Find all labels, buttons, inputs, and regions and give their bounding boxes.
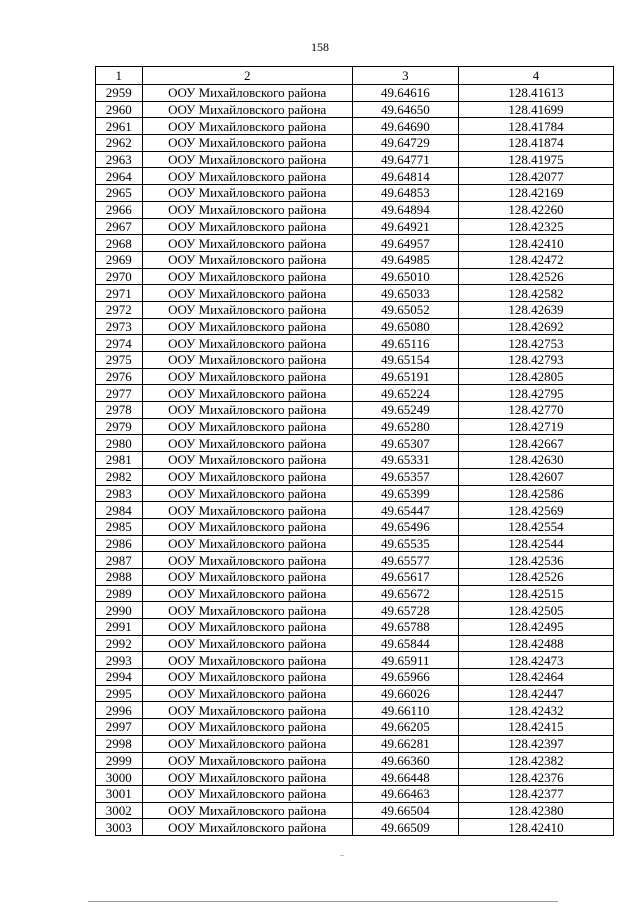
cell-longitude: 128.41874 bbox=[459, 135, 614, 152]
cell-longitude: 128.42554 bbox=[459, 518, 614, 535]
cell-name: ООУ Михайловского района bbox=[142, 201, 352, 218]
cell-longitude: 128.42464 bbox=[459, 669, 614, 686]
table-row bbox=[96, 769, 614, 786]
cell-longitude: 128.42380 bbox=[459, 802, 614, 819]
table-row bbox=[96, 85, 614, 102]
table-row bbox=[96, 602, 614, 619]
cell-longitude: 128.42397 bbox=[459, 735, 614, 752]
cell-longitude: 128.42526 bbox=[459, 568, 614, 585]
table-row bbox=[96, 535, 614, 552]
table-row bbox=[96, 685, 614, 702]
cell-latitude: 49.64985 bbox=[352, 251, 458, 268]
cell-latitude: 49.65911 bbox=[352, 652, 458, 669]
cell-latitude: 49.64650 bbox=[352, 101, 458, 118]
cell-name: ООУ Михайловского района bbox=[142, 769, 352, 786]
cell-name: ООУ Михайловского района bbox=[142, 268, 352, 285]
cell-longitude: 128.42544 bbox=[459, 535, 614, 552]
cell-longitude: 128.42515 bbox=[459, 585, 614, 602]
table-row bbox=[96, 802, 614, 819]
table-row bbox=[96, 452, 614, 469]
cell-latitude: 49.65116 bbox=[352, 335, 458, 352]
table-row bbox=[96, 518, 614, 535]
cell-name: ООУ Михайловского района bbox=[142, 118, 352, 135]
cell-number: 2996 bbox=[96, 702, 143, 719]
cell-number: 2964 bbox=[96, 168, 143, 185]
table-row bbox=[96, 385, 614, 402]
cell-name: ООУ Михайловского района bbox=[142, 452, 352, 469]
table-row bbox=[96, 719, 614, 736]
cell-number: 2970 bbox=[96, 268, 143, 285]
cell-name: ООУ Михайловского района bbox=[142, 435, 352, 452]
page-number: 158 bbox=[311, 40, 329, 54]
table-row bbox=[96, 752, 614, 769]
cell-name: ООУ Михайловского района bbox=[142, 101, 352, 118]
cell-name: ООУ Михайловского района bbox=[142, 602, 352, 619]
cell-number: 2997 bbox=[96, 719, 143, 736]
cell-longitude: 128.42719 bbox=[459, 418, 614, 435]
cell-name: ООУ Михайловского района bbox=[142, 168, 352, 185]
table-row bbox=[96, 285, 614, 302]
cell-number: 2998 bbox=[96, 735, 143, 752]
cell-number: 2975 bbox=[96, 352, 143, 369]
cell-longitude: 128.42805 bbox=[459, 368, 614, 385]
column-header-name: 2 bbox=[142, 67, 352, 85]
cell-name: ООУ Михайловского района bbox=[142, 518, 352, 535]
cell-name: ООУ Михайловского района bbox=[142, 135, 352, 152]
cell-name: ООУ Михайловского района bbox=[142, 285, 352, 302]
cell-name: ООУ Михайловского района bbox=[142, 652, 352, 669]
cell-number: 2971 bbox=[96, 285, 143, 302]
cell-longitude: 128.42753 bbox=[459, 335, 614, 352]
cell-name: ООУ Михайловского района bbox=[142, 85, 352, 102]
cell-latitude: 49.65154 bbox=[352, 352, 458, 369]
cell-latitude: 49.65010 bbox=[352, 268, 458, 285]
cell-latitude: 49.65280 bbox=[352, 418, 458, 435]
cell-longitude: 128.41699 bbox=[459, 101, 614, 118]
cell-name: ООУ Михайловского района bbox=[142, 385, 352, 402]
cell-latitude: 49.65496 bbox=[352, 518, 458, 535]
cell-number: 2990 bbox=[96, 602, 143, 619]
cell-latitude: 49.66448 bbox=[352, 769, 458, 786]
table-row bbox=[96, 735, 614, 752]
cell-latitude: 49.64921 bbox=[352, 218, 458, 235]
page-bottom-edge bbox=[88, 901, 558, 902]
cell-number: 2986 bbox=[96, 535, 143, 552]
cell-latitude: 49.65399 bbox=[352, 485, 458, 502]
cell-number: 2989 bbox=[96, 585, 143, 602]
cell-longitude: 128.42410 bbox=[459, 235, 614, 252]
cell-name: ООУ Михайловского района bbox=[142, 585, 352, 602]
cell-longitude: 128.42410 bbox=[459, 819, 614, 836]
cell-longitude: 128.42639 bbox=[459, 301, 614, 318]
cell-latitude: 49.65617 bbox=[352, 568, 458, 585]
cell-name: ООУ Михайловского района bbox=[142, 568, 352, 585]
cell-latitude: 49.66110 bbox=[352, 702, 458, 719]
cell-name: ООУ Михайловского района bbox=[142, 685, 352, 702]
cell-longitude: 128.42795 bbox=[459, 385, 614, 402]
cell-longitude: 128.41784 bbox=[459, 118, 614, 135]
cell-longitude: 128.42495 bbox=[459, 619, 614, 636]
cell-longitude: 128.42770 bbox=[459, 402, 614, 419]
cell-number: 2992 bbox=[96, 635, 143, 652]
cell-longitude: 128.42260 bbox=[459, 201, 614, 218]
table-row bbox=[96, 568, 614, 585]
cell-name: ООУ Михайловского района bbox=[142, 669, 352, 686]
table-row bbox=[96, 585, 614, 602]
cell-longitude: 128.42382 bbox=[459, 752, 614, 769]
table-row bbox=[96, 352, 614, 369]
cell-number: 2980 bbox=[96, 435, 143, 452]
cell-latitude: 49.66360 bbox=[352, 752, 458, 769]
cell-latitude: 49.65357 bbox=[352, 468, 458, 485]
cell-latitude: 49.66205 bbox=[352, 719, 458, 736]
cell-latitude: 49.65033 bbox=[352, 285, 458, 302]
cell-number: 2999 bbox=[96, 752, 143, 769]
cell-name: ООУ Михайловского района bbox=[142, 318, 352, 335]
cell-number: 2985 bbox=[96, 518, 143, 535]
cell-longitude: 128.42505 bbox=[459, 602, 614, 619]
cell-name: ООУ Михайловского района bbox=[142, 635, 352, 652]
table-row bbox=[96, 502, 614, 519]
table-row bbox=[96, 235, 614, 252]
cell-name: ООУ Михайловского района bbox=[142, 301, 352, 318]
coordinates-table bbox=[95, 66, 614, 836]
table-row bbox=[96, 552, 614, 569]
cell-number: 2988 bbox=[96, 568, 143, 585]
table-row bbox=[96, 785, 614, 802]
cell-number: 2995 bbox=[96, 685, 143, 702]
cell-number: 2991 bbox=[96, 619, 143, 636]
cell-latitude: 49.65191 bbox=[352, 368, 458, 385]
cell-number: 2961 bbox=[96, 118, 143, 135]
cell-name: ООУ Михайловского района bbox=[142, 619, 352, 636]
cell-name: ООУ Михайловского района bbox=[142, 719, 352, 736]
table-row bbox=[96, 635, 614, 652]
column-header-number: 1 bbox=[96, 67, 143, 85]
cell-name: ООУ Михайловского района bbox=[142, 151, 352, 168]
cell-number: 3000 bbox=[96, 769, 143, 786]
cell-name: ООУ Михайловского района bbox=[142, 785, 352, 802]
table-row bbox=[96, 418, 614, 435]
table-row bbox=[96, 619, 614, 636]
cell-number: 2967 bbox=[96, 218, 143, 235]
cell-number: 2960 bbox=[96, 101, 143, 118]
table-row bbox=[96, 101, 614, 118]
cell-longitude: 128.42569 bbox=[459, 502, 614, 519]
table-row bbox=[96, 118, 614, 135]
cell-latitude: 49.64729 bbox=[352, 135, 458, 152]
table-row bbox=[96, 318, 614, 335]
cell-number: 2974 bbox=[96, 335, 143, 352]
cell-number: 2983 bbox=[96, 485, 143, 502]
cell-longitude: 128.42169 bbox=[459, 185, 614, 202]
cell-longitude: 128.42526 bbox=[459, 268, 614, 285]
cell-latitude: 49.64853 bbox=[352, 185, 458, 202]
cell-latitude: 49.65672 bbox=[352, 585, 458, 602]
cell-latitude: 49.65224 bbox=[352, 385, 458, 402]
cell-name: ООУ Михайловского района bbox=[142, 819, 352, 836]
column-header-longitude: 4 bbox=[459, 67, 614, 85]
cell-number: 2972 bbox=[96, 301, 143, 318]
cell-longitude: 128.42376 bbox=[459, 769, 614, 786]
table-row bbox=[96, 485, 614, 502]
cell-latitude: 49.65080 bbox=[352, 318, 458, 335]
cell-longitude: 128.42473 bbox=[459, 652, 614, 669]
table-row bbox=[96, 402, 614, 419]
cell-number: 2966 bbox=[96, 201, 143, 218]
table-row bbox=[96, 301, 614, 318]
cell-name: ООУ Михайловского района bbox=[142, 368, 352, 385]
cell-longitude: 128.41975 bbox=[459, 151, 614, 168]
table-row bbox=[96, 251, 614, 268]
cell-number: 2977 bbox=[96, 385, 143, 402]
table-row bbox=[96, 335, 614, 352]
cell-name: ООУ Михайловского района bbox=[142, 418, 352, 435]
cell-number: 2993 bbox=[96, 652, 143, 669]
cell-latitude: 49.65331 bbox=[352, 452, 458, 469]
cell-latitude: 49.66509 bbox=[352, 819, 458, 836]
table-row bbox=[96, 185, 614, 202]
cell-latitude: 49.64771 bbox=[352, 151, 458, 168]
table-body bbox=[96, 85, 614, 836]
cell-longitude: 128.42630 bbox=[459, 452, 614, 469]
cell-name: ООУ Михайловского района bbox=[142, 218, 352, 235]
table-row bbox=[96, 368, 614, 385]
table-row bbox=[96, 168, 614, 185]
cell-longitude: 128.42377 bbox=[459, 785, 614, 802]
cell-longitude: 128.42432 bbox=[459, 702, 614, 719]
cell-longitude: 128.42447 bbox=[459, 685, 614, 702]
cell-number: 2962 bbox=[96, 135, 143, 152]
table-row bbox=[96, 819, 614, 836]
table-row bbox=[96, 268, 614, 285]
cell-longitude: 128.42472 bbox=[459, 251, 614, 268]
cell-latitude: 49.65447 bbox=[352, 502, 458, 519]
cell-name: ООУ Михайловского района bbox=[142, 552, 352, 569]
cell-number: 2969 bbox=[96, 251, 143, 268]
cell-latitude: 49.65307 bbox=[352, 435, 458, 452]
cell-longitude: 128.42582 bbox=[459, 285, 614, 302]
cell-latitude: 49.64957 bbox=[352, 235, 458, 252]
cell-longitude: 128.42586 bbox=[459, 485, 614, 502]
cell-latitude: 49.66026 bbox=[352, 685, 458, 702]
cell-latitude: 49.66281 bbox=[352, 735, 458, 752]
cell-latitude: 49.66463 bbox=[352, 785, 458, 802]
cell-longitude: 128.42077 bbox=[459, 168, 614, 185]
cell-name: ООУ Михайловского района bbox=[142, 251, 352, 268]
cell-number: 2978 bbox=[96, 402, 143, 419]
cell-name: ООУ Михайловского района bbox=[142, 702, 352, 719]
cell-latitude: 49.65788 bbox=[352, 619, 458, 636]
cell-number: 2979 bbox=[96, 418, 143, 435]
cell-number: 3001 bbox=[96, 785, 143, 802]
table-row bbox=[96, 201, 614, 218]
cell-number: 2973 bbox=[96, 318, 143, 335]
cell-longitude: 128.42536 bbox=[459, 552, 614, 569]
cell-number: 2968 bbox=[96, 235, 143, 252]
cell-number: 2965 bbox=[96, 185, 143, 202]
column-header-latitude: 3 bbox=[352, 67, 458, 85]
cell-latitude: 49.65966 bbox=[352, 669, 458, 686]
cell-longitude: 128.42488 bbox=[459, 635, 614, 652]
table-row bbox=[96, 135, 614, 152]
cell-name: ООУ Михайловского района bbox=[142, 335, 352, 352]
cell-name: ООУ Михайловского района bbox=[142, 735, 352, 752]
table-row bbox=[96, 218, 614, 235]
cell-latitude: 49.65535 bbox=[352, 535, 458, 552]
cell-name: ООУ Михайловского района bbox=[142, 485, 352, 502]
cell-latitude: 49.64690 bbox=[352, 118, 458, 135]
cell-latitude: 49.65249 bbox=[352, 402, 458, 419]
table-row bbox=[96, 468, 614, 485]
table-row bbox=[96, 652, 614, 669]
cell-number: 3003 bbox=[96, 819, 143, 836]
cell-name: ООУ Михайловского района bbox=[142, 185, 352, 202]
cell-name: ООУ Михайловского района bbox=[142, 802, 352, 819]
table-row bbox=[96, 702, 614, 719]
scan-mark bbox=[340, 855, 344, 856]
cell-name: ООУ Михайловского района bbox=[142, 752, 352, 769]
cell-latitude: 49.65052 bbox=[352, 301, 458, 318]
cell-latitude: 49.65844 bbox=[352, 635, 458, 652]
cell-number: 2976 bbox=[96, 368, 143, 385]
cell-longitude: 128.42793 bbox=[459, 352, 614, 369]
cell-number: 2994 bbox=[96, 669, 143, 686]
cell-number: 2987 bbox=[96, 552, 143, 569]
cell-name: ООУ Михайловского района bbox=[142, 235, 352, 252]
cell-number: 2959 bbox=[96, 85, 143, 102]
cell-name: ООУ Михайловского района bbox=[142, 352, 352, 369]
cell-name: ООУ Михайловского района bbox=[142, 535, 352, 552]
cell-latitude: 49.64814 bbox=[352, 168, 458, 185]
cell-longitude: 128.42325 bbox=[459, 218, 614, 235]
cell-number: 3002 bbox=[96, 802, 143, 819]
cell-latitude: 49.65728 bbox=[352, 602, 458, 619]
cell-longitude: 128.41613 bbox=[459, 85, 614, 102]
table-header-row bbox=[96, 67, 614, 85]
cell-longitude: 128.42415 bbox=[459, 719, 614, 736]
cell-name: ООУ Михайловского района bbox=[142, 468, 352, 485]
table-row bbox=[96, 669, 614, 686]
cell-latitude: 49.66504 bbox=[352, 802, 458, 819]
cell-longitude: 128.42667 bbox=[459, 435, 614, 452]
cell-number: 2981 bbox=[96, 452, 143, 469]
cell-latitude: 49.65577 bbox=[352, 552, 458, 569]
cell-name: ООУ Михайловского района bbox=[142, 402, 352, 419]
cell-number: 2963 bbox=[96, 151, 143, 168]
cell-latitude: 49.64616 bbox=[352, 85, 458, 102]
cell-longitude: 128.42607 bbox=[459, 468, 614, 485]
cell-latitude: 49.64894 bbox=[352, 201, 458, 218]
table-row bbox=[96, 435, 614, 452]
cell-name: ООУ Михайловского района bbox=[142, 502, 352, 519]
cell-longitude: 128.42692 bbox=[459, 318, 614, 335]
table-row bbox=[96, 151, 614, 168]
cell-number: 2984 bbox=[96, 502, 143, 519]
cell-number: 2982 bbox=[96, 468, 143, 485]
